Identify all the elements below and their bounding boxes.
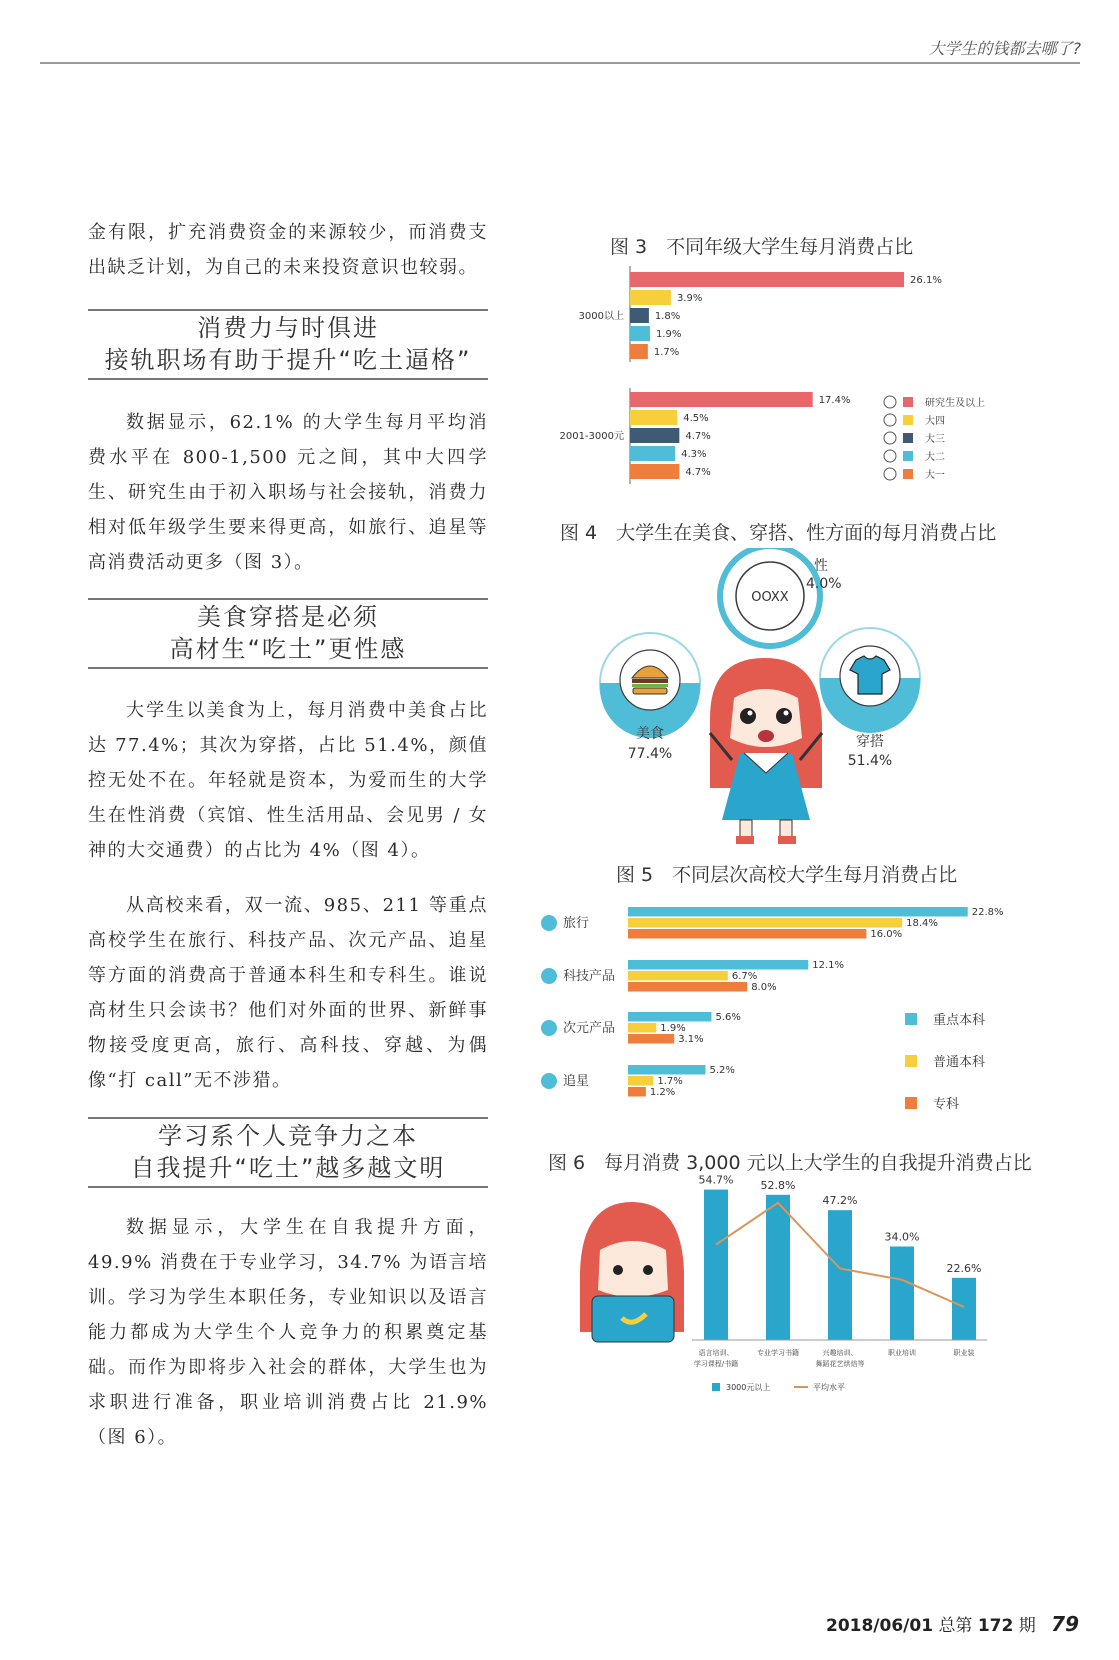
category-label: 兴趣培训、 bbox=[822, 1349, 858, 1357]
paragraph-consumption: 数据显示，62.1% 的大学生每月平均消费水平在 800-1,500 元之间，其中大四学生、研究生由于初入职场与社会接轨，消费力相对低年级学生要来得更高，如旅行、追星等高消费活动更多（图 3）。 bbox=[88, 412, 488, 573]
bar bbox=[628, 1087, 646, 1097]
legend-label: 普通本科 bbox=[933, 1055, 986, 1070]
header-rule bbox=[40, 62, 1080, 64]
intro-paragraph: 金有限，扩充消费资金的来源较少，而消费支出缺乏计划，为自己的未来投资意识也较弱。 bbox=[88, 222, 488, 278]
avatar-icon bbox=[884, 468, 896, 480]
legend-swatch bbox=[903, 415, 913, 425]
airplane-icon bbox=[541, 915, 557, 931]
category-label: 舞蹈花艺烘焙等 bbox=[815, 1360, 865, 1368]
data-label: 17.4% bbox=[818, 395, 851, 406]
legend-swatch bbox=[712, 1383, 720, 1391]
figure-4-title: 图 4 大学生在美食、穿搭、性方面的每月消费占比 bbox=[560, 522, 997, 544]
legend-label: 大二 bbox=[925, 452, 945, 463]
data-label: 1.2% bbox=[649, 1087, 676, 1098]
paragraph-universities: 从高校来看，双一流、985、211 等重点高校学生在旅行、科技产品、次元产品、追星等方面的消费高于普通本科生和专科生。谁说高材生只会读书？他们对外面的世界、新鲜事物接受度更高，旅行、高科技、穿越、为偶像“打 call”无不涉猎。 bbox=[88, 895, 488, 1091]
issue-prefix: 总第 bbox=[938, 1616, 973, 1636]
page-footer bbox=[826, 1611, 1079, 1636]
clothes-donut bbox=[820, 628, 920, 733]
bar bbox=[704, 1190, 728, 1340]
legend-label: 专科 bbox=[933, 1097, 960, 1112]
category-label: 旅行 bbox=[563, 916, 590, 931]
legend-swatch bbox=[903, 451, 913, 461]
figure-6-chart bbox=[572, 1172, 1052, 1412]
bar bbox=[630, 428, 679, 443]
legend-label: 大三 bbox=[925, 434, 945, 445]
bar bbox=[952, 1278, 976, 1340]
bar bbox=[628, 1023, 656, 1033]
legend-swatch bbox=[905, 1097, 917, 1109]
bar bbox=[630, 464, 679, 479]
category-label: 3000以上 bbox=[578, 311, 624, 322]
bar bbox=[628, 1076, 653, 1086]
food-label: 美食 bbox=[636, 726, 664, 742]
avatar-icon bbox=[884, 432, 896, 444]
section-rule-bottom bbox=[88, 1186, 488, 1188]
category-label: 追星 bbox=[563, 1074, 590, 1089]
bar bbox=[628, 918, 902, 928]
bar bbox=[628, 1012, 711, 1022]
data-label: 26.1% bbox=[910, 275, 942, 286]
figure-3-chart bbox=[540, 262, 1080, 492]
data-label: 22.6% bbox=[946, 1261, 982, 1275]
category-label: 专业学习书籍 bbox=[757, 1349, 799, 1357]
sex-value: 4.0% bbox=[806, 576, 842, 592]
data-label: 4.3% bbox=[681, 449, 707, 460]
legend-swatch bbox=[903, 469, 913, 479]
bar bbox=[828, 1210, 852, 1340]
bar bbox=[628, 1034, 674, 1044]
figure-3-title: 图 3 不同年级大学生每月消费占比 bbox=[610, 236, 914, 258]
data-label: 3.9% bbox=[676, 293, 703, 304]
issue-number: 172 bbox=[977, 1616, 1014, 1636]
data-label: 52.8% bbox=[760, 1178, 796, 1192]
bar bbox=[630, 272, 904, 287]
bar bbox=[628, 929, 866, 939]
bar bbox=[630, 290, 671, 305]
data-label: 16.0% bbox=[870, 929, 903, 940]
bar bbox=[630, 326, 650, 341]
avatar-icon bbox=[884, 414, 896, 426]
data-label: 5.2% bbox=[709, 1065, 735, 1076]
page-number: 79 bbox=[1051, 1612, 1079, 1636]
bar bbox=[766, 1195, 790, 1340]
category-label: 科技产品 bbox=[563, 969, 616, 984]
avatar-icon bbox=[884, 396, 896, 408]
data-label: 18.4% bbox=[906, 918, 938, 929]
bar bbox=[630, 344, 648, 359]
data-label: 8.0% bbox=[751, 982, 777, 993]
bar bbox=[628, 982, 747, 992]
phone-icon bbox=[541, 968, 557, 984]
data-label: 4.7% bbox=[685, 467, 711, 478]
data-label: 47.2% bbox=[822, 1194, 858, 1208]
legend-label: 大四 bbox=[925, 416, 945, 427]
data-label: 6.7% bbox=[731, 971, 758, 982]
bar bbox=[630, 392, 813, 407]
paragraph-self-improvement: 数据显示，大学生在自我提升方面，49.9% 消费在于专业学习，34.7% 为语言培训。学习为学生本职任务，专业知识以及语言能力都成为大学生个人竞争力的积累奠定基础。而作为即将步入社会的群体，大学生也为求职进行准备，职业培训消费占比 21.9%（图 6）。 bbox=[88, 1217, 488, 1448]
section-heading-2b: 高材生“吃土”更性感 bbox=[169, 635, 407, 663]
data-label: 1.8% bbox=[654, 311, 681, 322]
data-label: 4.7% bbox=[685, 431, 711, 442]
cartoon-girl-illustration bbox=[710, 658, 822, 844]
category-label: 次元产品 bbox=[563, 1021, 616, 1036]
running-header-title: 大学生的钱都去哪了? bbox=[928, 39, 1081, 58]
legend-swatch bbox=[905, 1055, 917, 1067]
data-label: 4.5% bbox=[683, 413, 709, 424]
section-heading-1b: 接轨职场有助于提升“吃土逼格” bbox=[104, 346, 472, 374]
data-label: 5.6% bbox=[715, 1012, 741, 1023]
legend-swatch bbox=[903, 397, 913, 407]
legend-label: 平均水平 bbox=[813, 1383, 845, 1392]
sex-donut bbox=[720, 548, 820, 646]
data-label: 1.9% bbox=[655, 329, 682, 340]
figure-6-title: 图 6 每月消费 3,000 元以上大学生的自我提升消费占比 bbox=[548, 1152, 1032, 1174]
legend-label: 重点本科 bbox=[933, 1013, 986, 1028]
smiley-icon bbox=[541, 1020, 557, 1036]
category-label: 职业装 bbox=[953, 1349, 975, 1357]
figure-4-chart bbox=[560, 548, 1080, 848]
idol-icon bbox=[541, 1073, 557, 1089]
clothes-label: 穿搭 bbox=[856, 734, 884, 750]
data-label: 34.0% bbox=[884, 1230, 920, 1244]
figure-5-title: 图 5 不同层次高校大学生每月消费占比 bbox=[616, 864, 958, 886]
section-rule-bottom bbox=[88, 667, 488, 669]
food-value: 77.4% bbox=[627, 746, 673, 762]
category-label: 2001-3000元 bbox=[559, 431, 624, 442]
bar bbox=[628, 971, 728, 981]
avatar-icon bbox=[884, 450, 896, 462]
figure-5-chart bbox=[535, 895, 1080, 1115]
data-label: 3.1% bbox=[678, 1034, 704, 1045]
paragraph-food-fashion: 大学生以美食为上，每月消费中美食占比达 77.4%；其次为穿搭，占比 51.4%，颜值控无处不在。年轻就是资本，为爱而生的大学生在性消费（宾馆、性生活用品、会见男 / 女神的大交通费）的占比为 4%（图 4）。 bbox=[88, 700, 488, 861]
legend-swatch bbox=[905, 1013, 917, 1025]
bar bbox=[630, 446, 675, 461]
legend-swatch bbox=[903, 433, 913, 443]
section-heading-1a: 消费力与时俱进 bbox=[197, 314, 379, 342]
legend-label: 3000元以上 bbox=[726, 1383, 771, 1392]
data-label: 1.9% bbox=[660, 1023, 686, 1034]
ooxx-icon: OOXX bbox=[751, 590, 789, 605]
issue-date: 2018/06/01 bbox=[825, 1616, 934, 1636]
issue-suffix: 期 bbox=[1018, 1616, 1036, 1636]
section-heading-3a: 学习系个人竞争力之本 bbox=[158, 1122, 418, 1150]
section-rule-bottom bbox=[88, 378, 488, 380]
bar bbox=[628, 907, 968, 917]
legend-label: 研究生及以上 bbox=[925, 398, 985, 409]
data-label: 12.1% bbox=[812, 960, 845, 971]
bar bbox=[630, 308, 649, 323]
category-label: 职业培训 bbox=[888, 1349, 916, 1357]
bar bbox=[630, 410, 677, 425]
food-donut bbox=[600, 633, 700, 738]
bar bbox=[628, 960, 808, 970]
studying-girl-illustration bbox=[580, 1202, 684, 1342]
sex-label: 性 bbox=[814, 558, 828, 574]
data-label: 1.7% bbox=[657, 1076, 683, 1087]
data-label: 1.7% bbox=[653, 347, 680, 358]
data-label: 22.8% bbox=[971, 907, 1004, 918]
section-heading-3b: 自我提升“吃土”越多越文明 bbox=[130, 1154, 446, 1182]
clothes-value: 51.4% bbox=[847, 753, 893, 769]
legend-label: 大一 bbox=[925, 470, 945, 481]
bar bbox=[628, 1065, 705, 1075]
bar bbox=[890, 1247, 914, 1341]
category-label: 语言培训、 bbox=[698, 1349, 734, 1357]
category-label: 学习课程/书籍 bbox=[693, 1360, 739, 1368]
data-label: 54.7% bbox=[698, 1173, 734, 1187]
section-heading-2a: 美食穿搭是必须 bbox=[197, 603, 379, 631]
